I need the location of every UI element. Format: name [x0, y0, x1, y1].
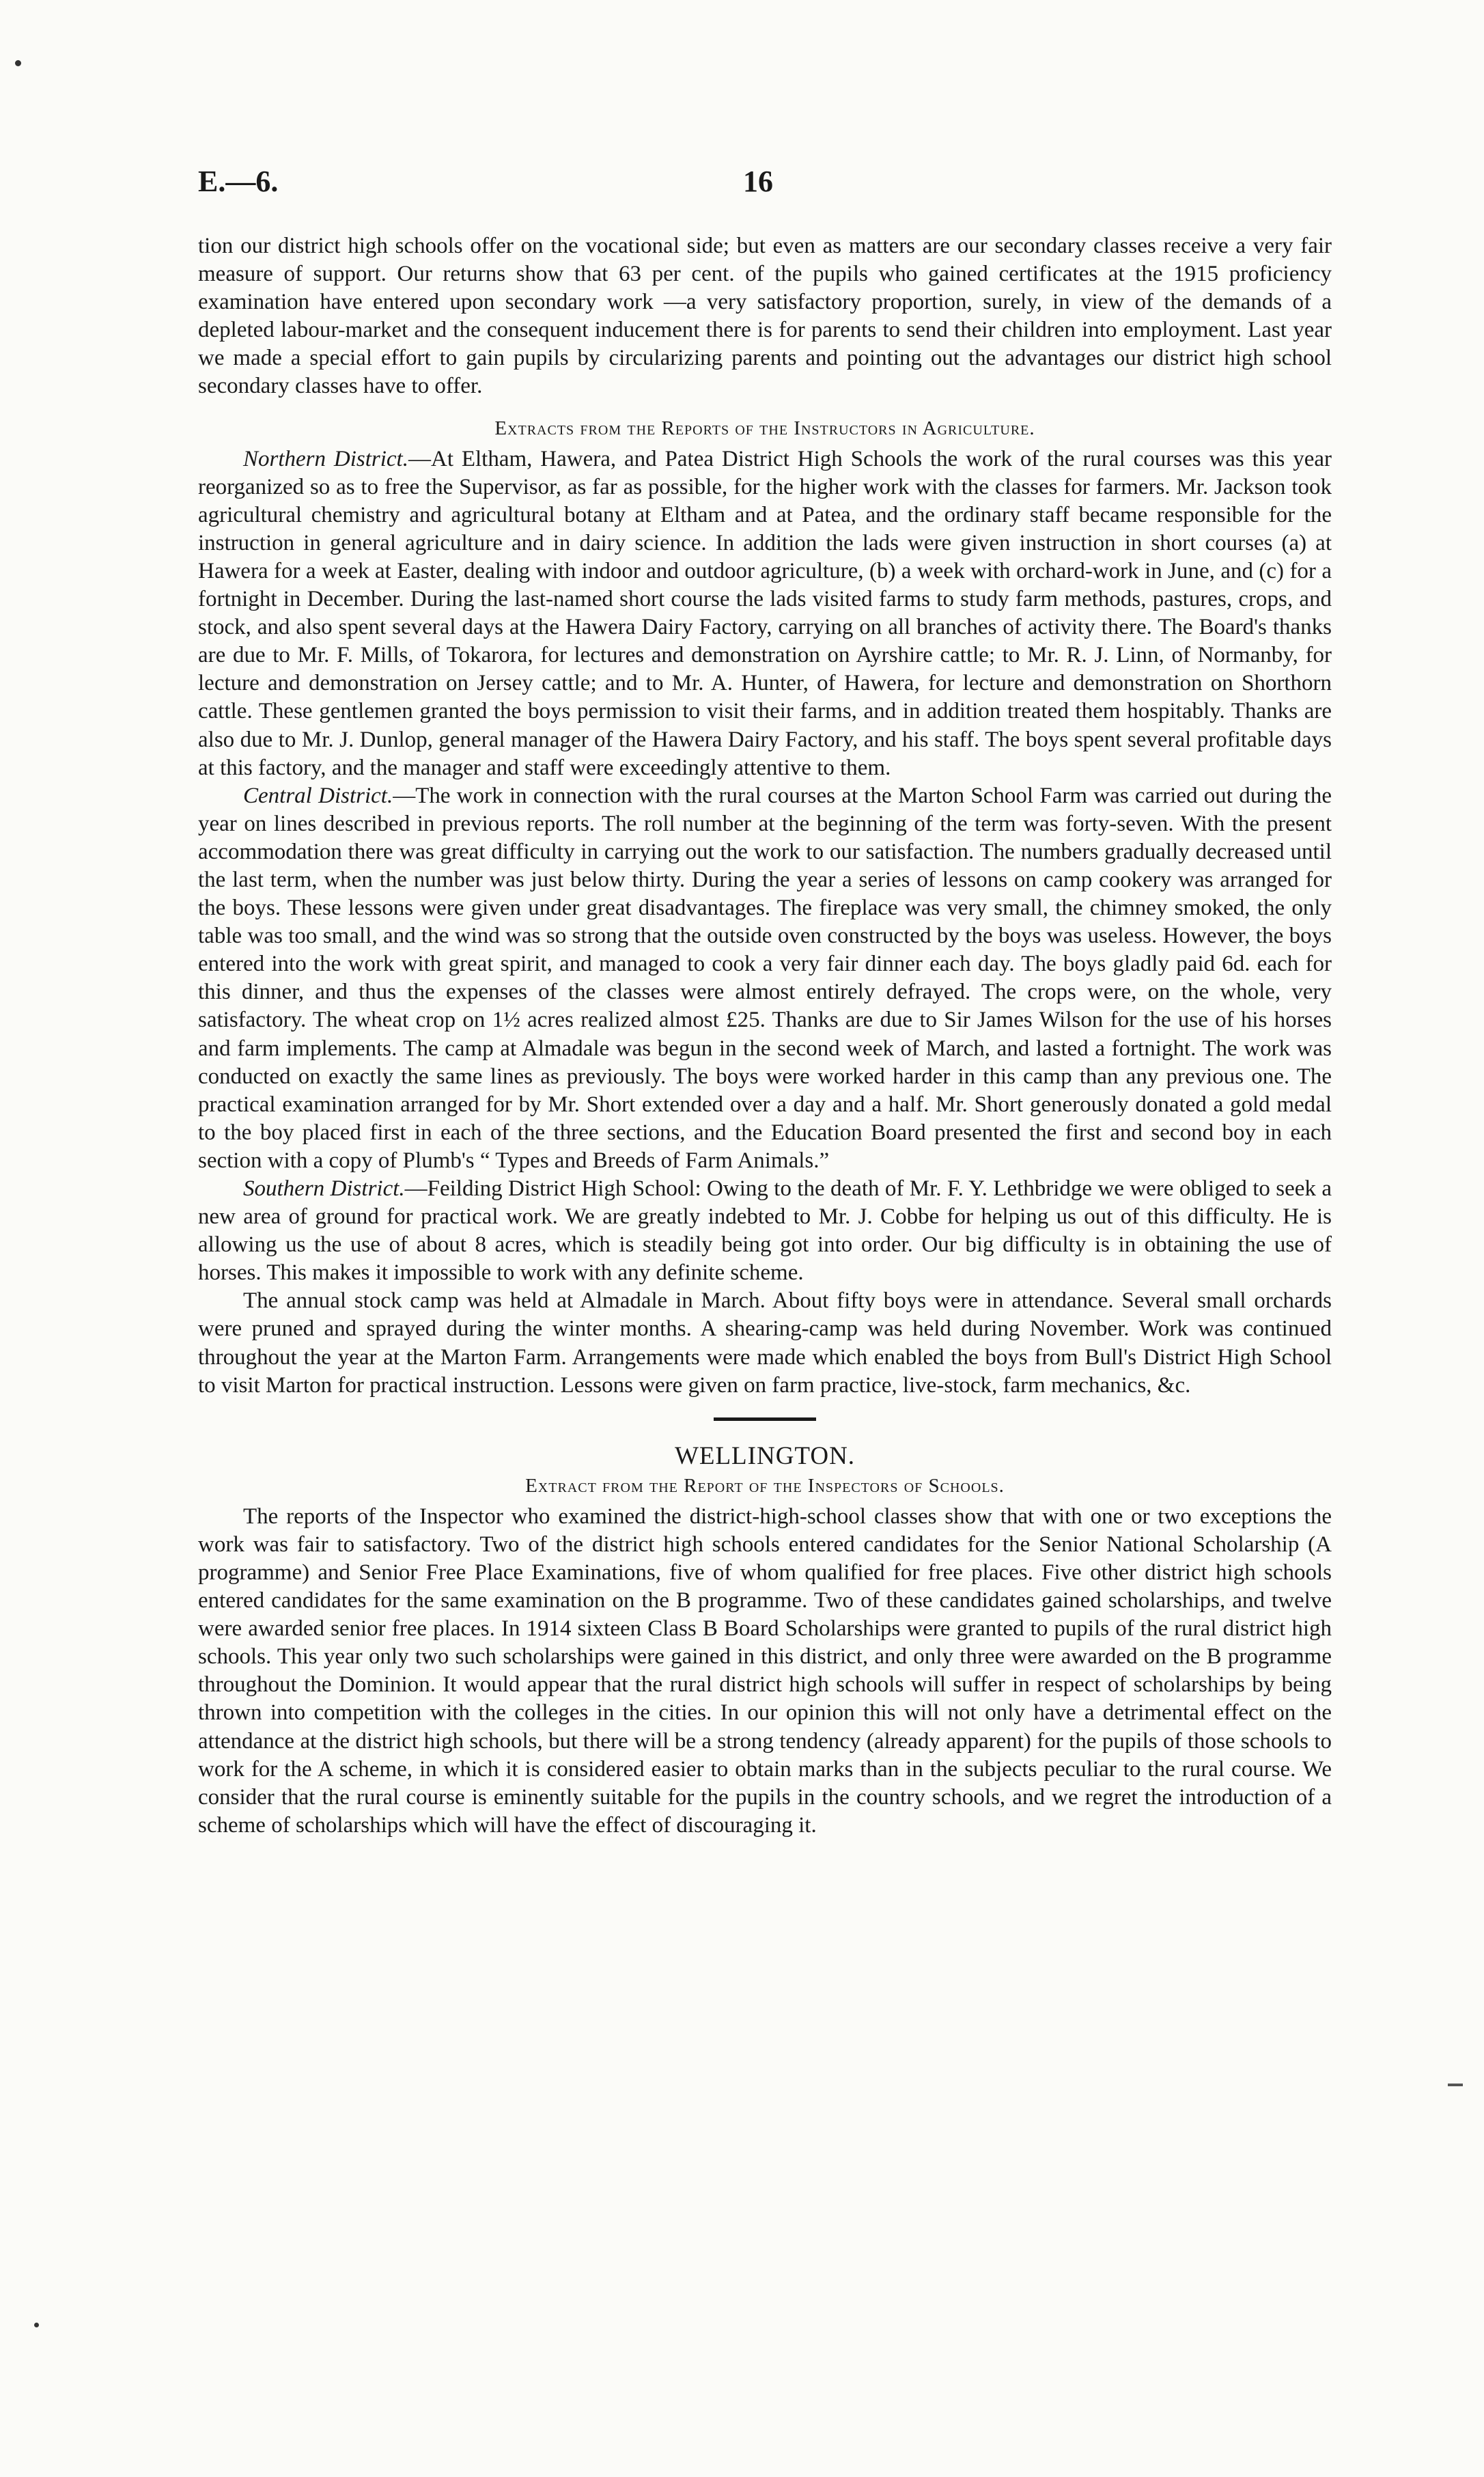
agriculture-heading: Extracts from the Reports of the Instructors in Agriculture.	[494, 417, 1035, 439]
central-runin: Central District.	[243, 783, 393, 808]
inspectors-heading: Extract from the Report of the Inspectors of Schools.	[525, 1474, 1005, 1497]
stock-camp-text: The annual stock camp was held at Almadale in March. About fifty boys were in attendance. Several small orchards were pruned and sprayed during the winter months. A shearing-camp was held during November. Work was continued throughout the year at the Marton Farm. Arrangements were made which enabled the boys from Bull's District High School to visit Marton for practical instruction. Lessons were given on farm practice, live-stock, farm mechanics, &c.	[198, 1288, 1332, 1398]
section-divider	[714, 1417, 816, 1421]
central-district-paragraph	[198, 782, 1332, 1175]
margin-speck	[15, 60, 21, 66]
margin-smudge	[1448, 2084, 1463, 2086]
central-text: —The work in connection with the rural courses at the Marton School Farm was carried out during the year on lines described in previous reports. The roll number at the beginning of the term was forty-seven. With the present accommodation there was great difficulty in carrying out the work to our satisfaction. The numbers gradually decreased until the last term, when the number was just below thirty. During the year a series of lessons on camp cookery was arranged for the boys. These lessons were given under great disadvantages. The fireplace was very small, the chimney smoked, the only table was too small, and the wind was so strong that the outside oven constructed by the boys was useless. However, the boys entered into the work with great spirit, and managed to cook a very fair dinner each day. The boys gladly paid 6d. each for this dinner, and thus the expenses of the classes were almost entirely defrayed. The crops were, on the whole, very satisfactory. The wheat crop on 1½ acres realized almost £25. Thanks are due to Sir James Wilson for the use of his horses and farm implements. The camp at Almadale was begun in the second week of March, and lasted a fortnight. The work was conducted on exactly the same lines as previously. The boys were worked harder in this camp than any previous one. The practical examination arranged for by Mr. Short extended over a day and a half. Mr. Short generously donated a gold medal to the boy placed first in each of the three sections, and the Education Board presented the first and second boy in each section with a copy of Plumb's “ Types and Breeds of Farm Animals.”	[198, 783, 1332, 1173]
margin-speck	[34, 2323, 39, 2327]
northern-text: —At Eltham, Hawera, and Patea District High Schools the work of the rural courses was this year reorganized so as to free the Supervisor, as far as possible, for the higher work with the classes for farmers. Mr. Jackson took agricultural chemistry and agricultural botany at Eltham and at Patea, and the ordinary staff became responsible for the instruction in general agriculture and in dairy science. In addition the lads were given instruction in short courses (a) at Hawera for a week at Easter, dealing with indoor and outdoor agriculture, (b) a week with orchard-work in June, and (c) for a fortnight in December. During the last-named short course the lads visited farms to study farm methods, pastures, crops, and stock, and also spent several days at the Hawera Dairy Factory, carrying on all branches of activity there. The Board's thanks are due to Mr. F. Mills, of Tokarora, for lectures and demonstration on Ayrshire cattle; to Mr. R. J. Linn, of Normanby, for lecture and demonstration on Jersey cattle; and to Mr. A. Hunter, of Hawera, for lecture and demonstration on Shorthorn cattle. These gentlemen granted the boys permission to visit their farms, and in addition treated them hospitably. Thanks are also due to Mr. J. Dunlop, general manager of the Hawera Dairy Factory, and his staff. The boys spent several profitable days at this factory, and the manager and staff were exceedingly attentive to them.	[198, 446, 1332, 780]
stock-camp-paragraph	[198, 1287, 1332, 1399]
northern-runin: Northern District.	[243, 446, 408, 471]
page-body	[198, 232, 1332, 1840]
page-header	[198, 164, 1332, 212]
intro-paragraph: tion our district high schools offer on the vocational side; but even as matters are our secondary classes receive a very fair measure of support. Our returns show that 63 per cent. of the pupils who gained certificates at the 1915 proficiency examination have entered upon secondary work —a very satisfactory proportion, surely, in view of the demands of a depleted labour-market and the consequent inducement there is for parents to send their children into employment. Last year we made a special effort to gain pupils by circularizing parents and pointing out the advantages our district high school secondary classes have to offer.	[198, 234, 1332, 399]
northern-district-paragraph	[198, 445, 1332, 782]
southern-district-paragraph	[198, 1175, 1332, 1287]
document-reference: E.—6.	[198, 165, 279, 198]
wellington-title: WELLINGTON.	[674, 1441, 856, 1470]
wellington-text: The reports of the Inspector who examined the district-high-school classes show that with one or two exceptions the work was fair to satisfactory. Two of the district high schools entered candidates for the Senior National Scholarship (A programme) and Senior Free Place Examinations, five of whom qualified for free places. Five other district high schools entered candidates for the same examination on the B programme. Two of these candidates gained scholarships, and twelve were awarded senior free places. In 1914 sixteen Class B Board Scholarships were granted to pupils of the rural district high schools. This year only two such scholarships were gained in this district, and only three were awarded on the B programme throughout the Dominion. It would appear that the rural district high schools will suffer in respect of scholarships by being thrown into competition with the colleges in the cities. In our opinion this will not only have a detrimental effect on the attendance at the district high schools, but there will be a strong tendency (already apparent) for the pupils of those schools to work for the A scheme, in which it is considered easier to obtain marks than in the subjects peculiar to the rural course. We consider that the rural course is eminently suitable for the pupils in the country schools, and we regret the introduction of a scheme of scholarships which will have the effect of discouraging it.	[198, 1504, 1332, 1838]
page-number: 16	[743, 165, 773, 198]
southern-text: —Feilding District High School: Owing to the death of Mr. F. Y. Lethbridge we were obliged to seek a new area of ground for practical work. We are greatly indebted to Mr. J. Cobbe for helping us out of this difficulty. He is allowing us the use of about 8 acres, which is steadily being got into order. Our big difficulty is in obtaining the use of horses. This makes it impossible to work with any definite scheme.	[198, 1176, 1332, 1286]
southern-runin: Southern District.	[243, 1176, 405, 1201]
wellington-paragraph	[198, 1503, 1332, 1840]
